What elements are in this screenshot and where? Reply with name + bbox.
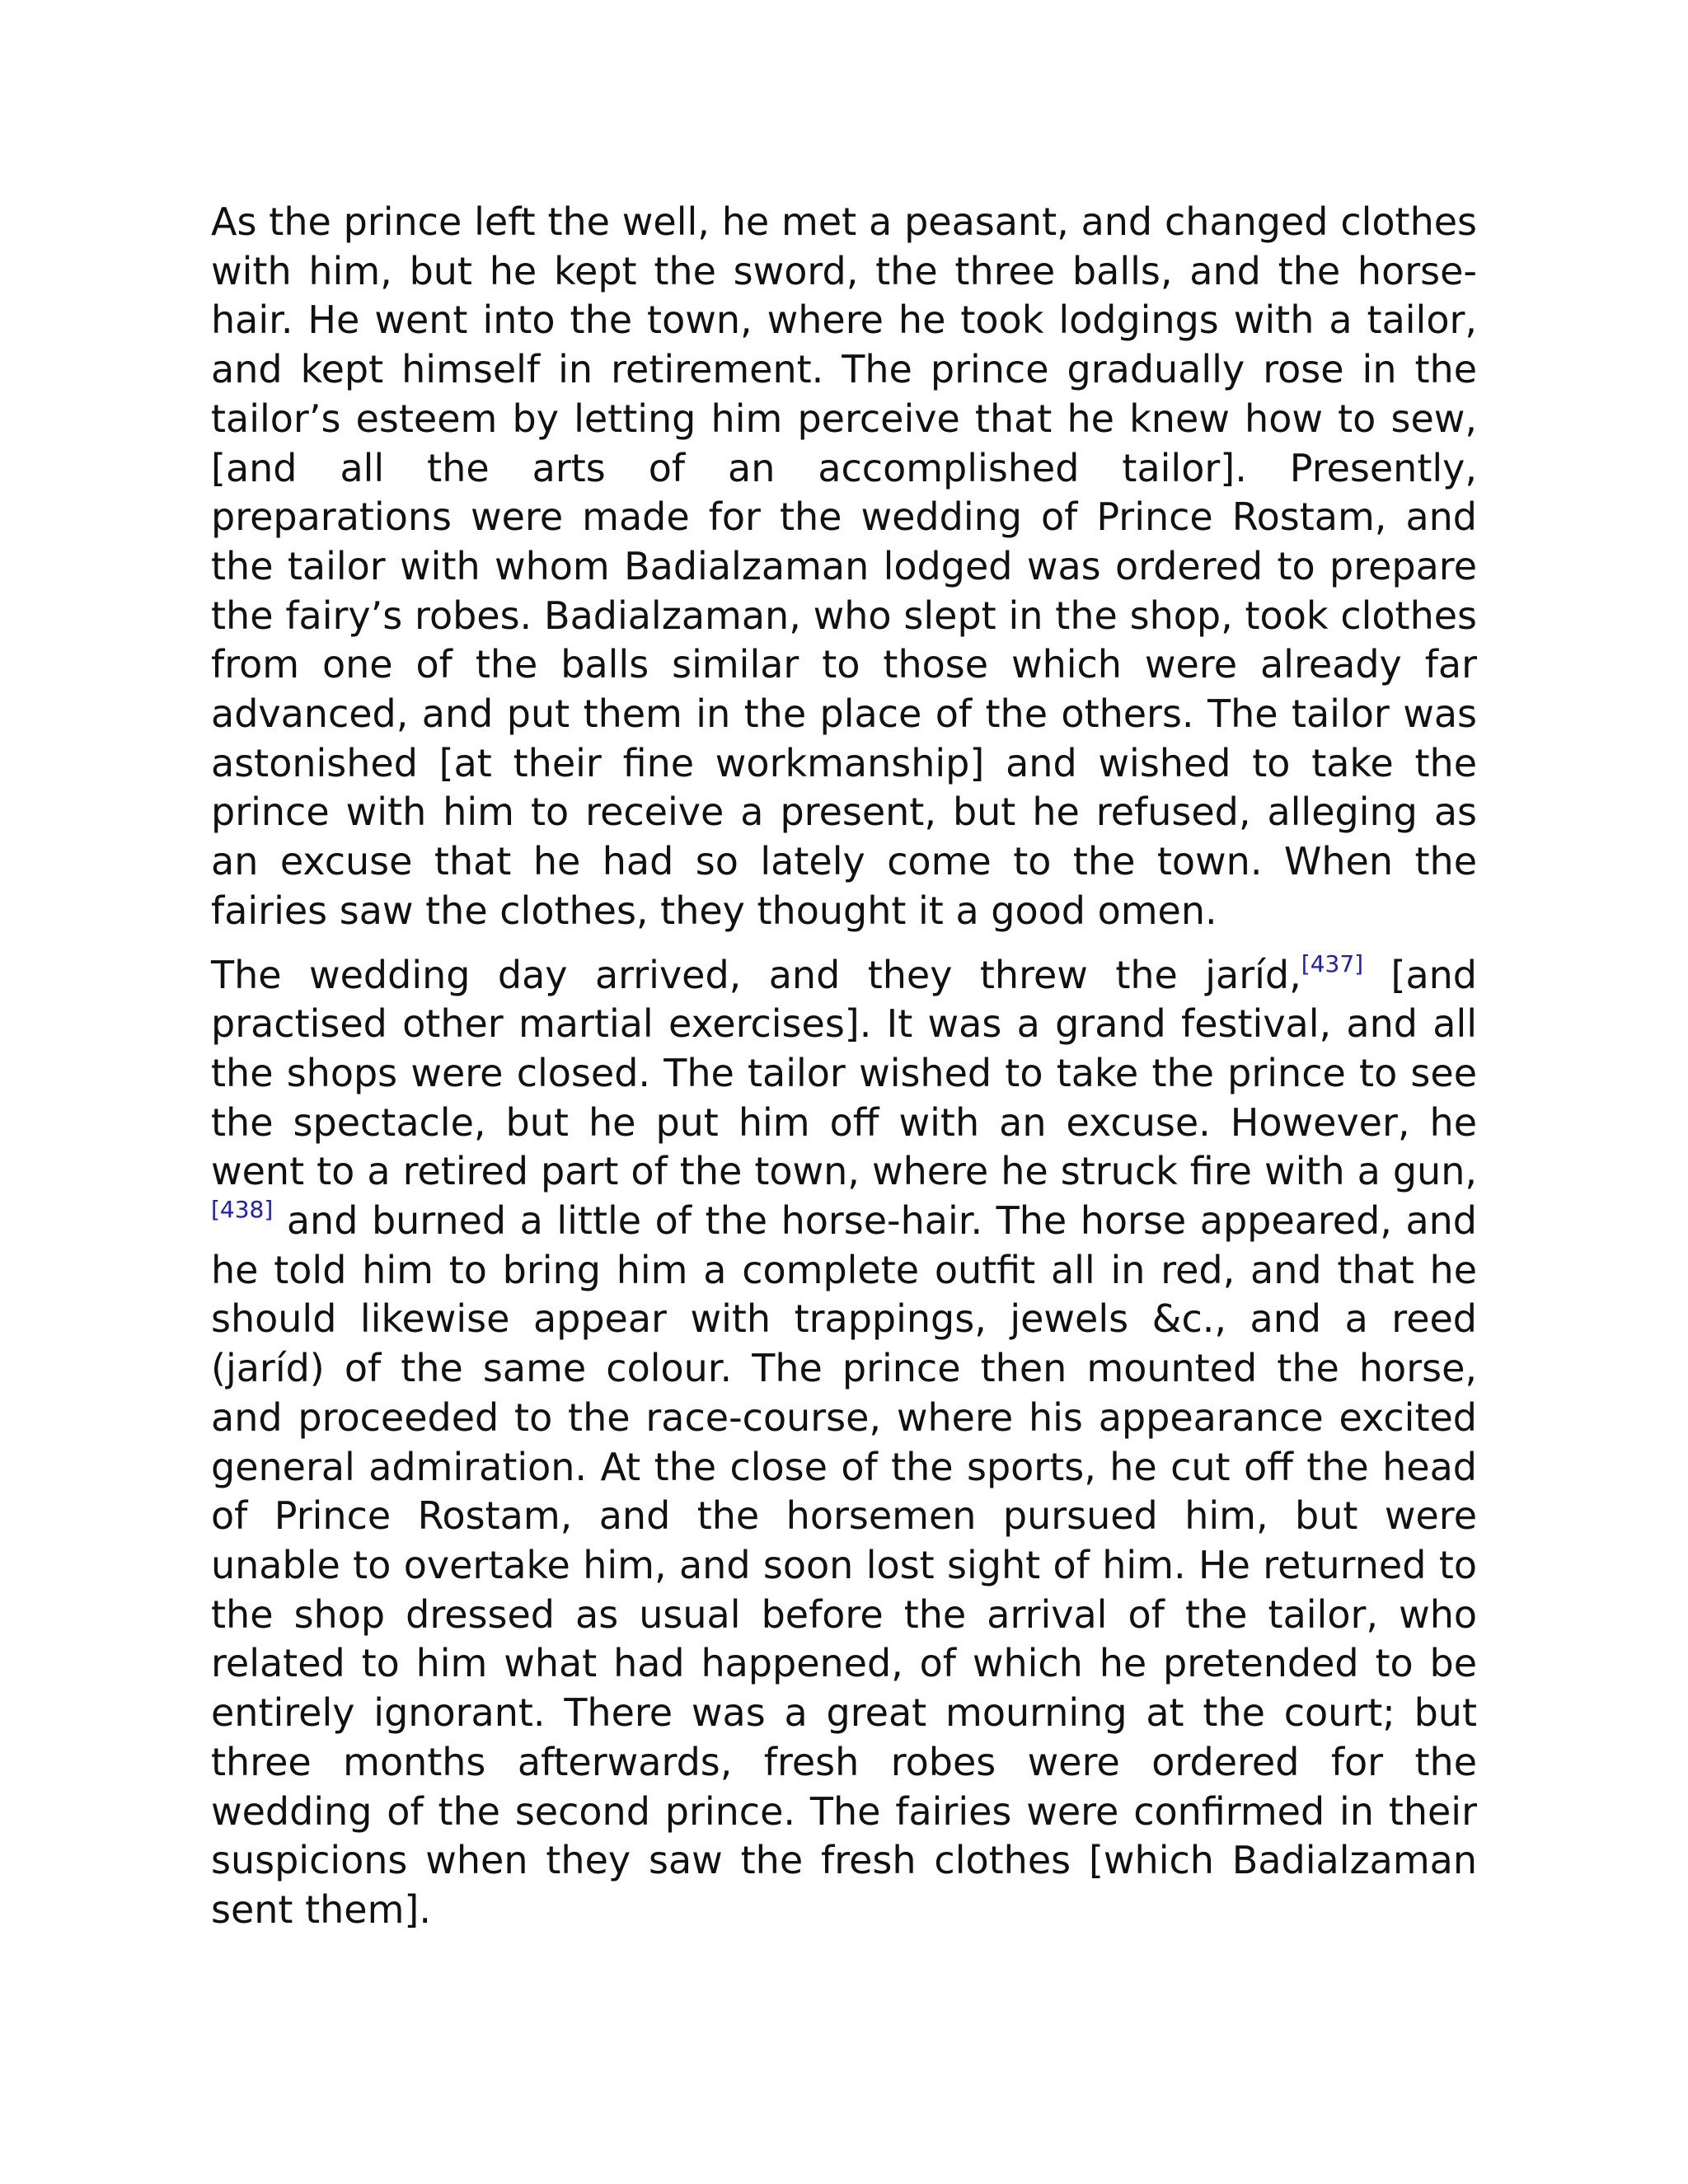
document-page (211, 198, 1477, 1950)
paragraph-1: As the prince left the well, he met a peasant, and changed clothes with him, but he kept the sword, the three balls, and the horse-hair. He went into the town, where he took lodgings with a tailor, and kept himself in retirement. The prince gradually rose in the tailor’s esteem by letting him perceive that he knew how to sew, [and all the arts of an accomplished tailor]. Presently, preparations were made for the wedding of Prince Rostam, and the tailor with whom Badialzaman lodged was ordered to prepare the fairy’s robes. Badialzaman, who slept in the shop, took clothes from one of the balls similar to those which were already far advanced, and put them in the place of the others. The tailor was astonished [at their fine workmanship] and wished to take the prince with him to receive a present, but he refused, alleging as an excuse that he had so lately come to the town. When the fairies saw the clothes, they thought it a good omen. (211, 199, 1477, 933)
footnote-link-438[interactable]: [438] (211, 1196, 274, 1224)
paragraph-2-text-b: [and practised other martial exercises]. It was a grand festival, and all the shops were closed. The tailor wished to take the prince to see the spectacle, but he put him off with an excuse. However, he went to a retired part of the town, where he struck fire with a gun, (211, 952, 1477, 1194)
paragraph-2 (211, 951, 1477, 1935)
paragraph-2-text-c: and burned a little of the horse-hair. The horse appeared, and he told him to bring him a complete outfit all in red, and that he should likewise appear with trappings, jewels &c., and a reed (jaríd) of the same colour. The prince then mounted the horse, and proceeded to the race-course, where his appearance excited general admiration. At the close of the sports, he cut off the head of Prince Rostam, and the horsemen pursued him, but were unable to overtake him, and soon lost sight of him. He returned to the shop dressed as usual before the arrival of the tailor, who related to him what had happened, of which he pretended to be entirely ignorant. There was a great mourning at the court; but three months afterwards, fresh robes were ordered for the wedding of the second prince. The fairies were confirmed in their suspicions when they saw the fresh clothes [which Badialzaman sent them]. (211, 1198, 1477, 1932)
paragraph-2-text-a: The wedding day arrived, and they threw the jaríd, (211, 952, 1301, 997)
footnote-link-437[interactable]: [437] (1301, 949, 1364, 977)
